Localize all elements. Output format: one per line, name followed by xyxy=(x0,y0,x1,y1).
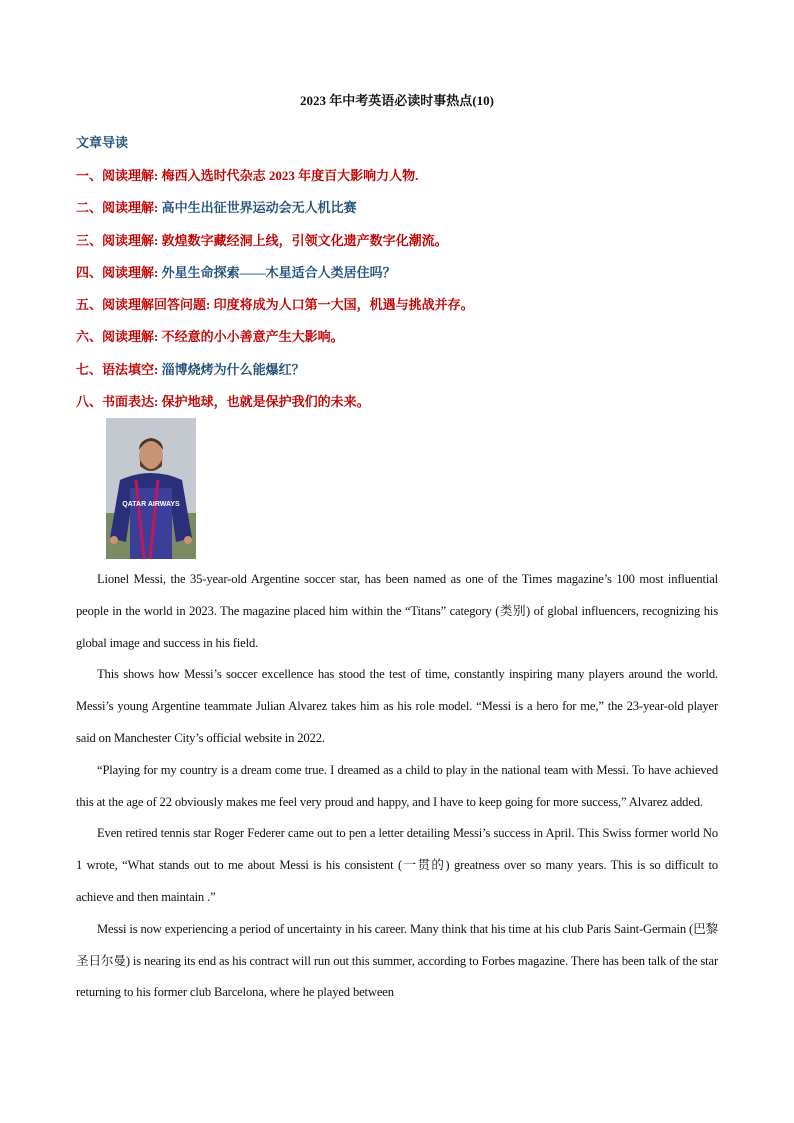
toc-topic: 高中生出征世界运动会无人机比赛 xyxy=(161,200,357,216)
toc-label: 二、阅读理解: xyxy=(76,200,162,216)
toc-topic: 梅西入选时代杂志 2023 年度百大影响力人物. xyxy=(161,168,419,183)
toc-item xyxy=(76,295,474,327)
toc-label: 八、书面表达: xyxy=(76,394,162,410)
toc-label: 七、语法填空: xyxy=(76,361,162,377)
toc-label: 一、阅读理解: xyxy=(76,168,162,183)
article-paragraph: This shows how Messi’s soccer excellence has stood the test of time, constantly inspiring many players around the world. Messi’s young Argentine teammate Julian Alvarez takes him as his role model. “Messi is a hero for me,” the 23-year-old player said on Manchester City’s official website in 2022. xyxy=(76,667,718,745)
toc-item xyxy=(76,360,474,392)
toc-item xyxy=(76,263,474,295)
toc-topic: 外星生命探索——木星适合人类居住吗？ xyxy=(161,264,396,280)
toc-topic: 敦煌数字藏经洞上线，引领文化遗产数字化潮流。 xyxy=(161,232,448,248)
article-paragraph: Messi is now experiencing a period of uncertainty in his career. Many think that his time at his club Paris Saint-Germain (巴黎圣日尔曼) is nearing its end as his contract will run out this summer, according to Forbes magazine. There has been talk of the star returning to his former club Barcelona, where he played between xyxy=(76,921,718,1000)
toc-topic: 印度将成为人口第一大国，机遇与挑战并存。 xyxy=(213,297,474,313)
document-title: 2023 年中考英语必读时事热点(10) xyxy=(300,93,494,108)
toc-item xyxy=(76,231,474,263)
toc-topic: 不经意的小小善意产生大影响。 xyxy=(161,329,344,345)
toc-label: 三、阅读理解: xyxy=(76,232,162,248)
table-of-contents xyxy=(76,166,474,424)
player-photo xyxy=(106,418,196,559)
article-paragraph: Even retired tennis star Roger Federer came out to pen a letter detailing Messi’s success in April. This Swiss former world No 1 wrote, “What stands out to me about Messi is his consistent (一贯的) greatness over so many years. This is so difficult to achieve and then maintain .” xyxy=(76,826,718,904)
toc-item xyxy=(76,166,474,198)
toc-item xyxy=(76,198,474,230)
article-paragraph: Lionel Messi, the 35-year-old Argentine soccer star, has been named as one of the Times magazine’s 100 most influential people in the world in 2023. The magazine placed him within the “Titans” category (类别) of global influencers, recognizing his global image and success in his field. xyxy=(76,572,718,650)
toc-label: 五、阅读理解回答问题: xyxy=(76,297,214,313)
toc-topic: 淄博烧烤为什么能爆红？ xyxy=(161,361,305,377)
toc-topic: 保护地球，也就是保护我们的未来。 xyxy=(161,394,370,410)
jersey-sponsor-text: QATAR AIRWAYS xyxy=(122,501,180,508)
toc-label: 六、阅读理解: xyxy=(76,329,162,345)
toc-item xyxy=(76,327,474,359)
article-paragraph: “Playing for my country is a dream come true. I dreamed as a child to play in the national team with Messi. To have achieved this at the age of 22 obviously makes me feel very proud and happy, and I have to keep going for more success,” Alvarez added. xyxy=(76,762,718,809)
article-body xyxy=(76,564,718,1009)
toc-label: 四、阅读理解: xyxy=(76,264,162,280)
guide-heading: 文章导读 xyxy=(76,135,129,150)
